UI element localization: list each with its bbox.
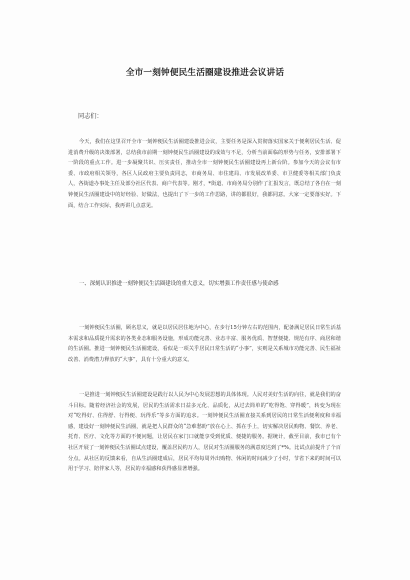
document-title: 全市一刻钟便民生活圈建设推进会议讲话 (125, 68, 285, 78)
paragraph-intro: 今天，我们在这里召开全市一刻钟便民生活圈建设推进会议，主要任务是深入贯彻落实国家关于便利居民生活、促进消费升级的决策部署，总结我市前期一刻钟便民生活圈建设的成效与不足，分析当前面临的形势与任务，安排部署下一阶段的重点工作。进一步凝聚共识、压实责任，推动全市一刻钟便民生活圈建设再上新台阶。参加今天的会议有市委、市政府相关领导，各区人民政府主要负责同志，市商务局、市住建局、市发展改革委、市卫健委等相关部门负责人，各街道办事处主任及部分社区代表、商户代表等。刚才，*街道、市商务局分别作了汇报发言，既总结了各自在一刻钟便民生活圈建设中的好经验、好做法，也提出了下一步的工作思路，讲的都很好，我都同意。大家一定要落实好。下面，结合工作实际，我再讲几点意见。 (68, 139, 341, 209)
section-heading: 一、深刻认识推进一刻钟便民生活圈建设的重大意义，切实增强工作责任感与使命感 (79, 281, 279, 287)
paragraph-definition: 一刻钟便民生活圈，顾名思义，就是以居民居住地为中心，在步行15分钟左右的范围内，配备满足居民日常生活基本需求和品质提升需求的各类业态和服务设施，形成功能完善、业态丰富、服务优质、智慧便捷、规范有序、商居和谐的生活圈。推进一刻钟便民生活圈建设，看似是一项关乎居民日常生活的“小事”，实则是关系城市功能完善、民生福祉改善、消费潜力释放的“大事”，具有十分重大的意义。 (68, 325, 341, 363)
paragraph-point-one: 一是推进一刻钟便民生活圈建设是践行以人民为中心发展思想的具体体现。人民对美好生活的向往，就是我们的奋斗目标。随着经济社会的发展，居民的生活需求日益多元化、品质化，从过去简单的“吃得饱、穿得暖”，转变为现在对“吃得好、住得舒、行得便、玩得乐”等多方面的追求。一刻钟便民生活圈直接关系到居民的日常生活便利度和幸福感，建设好一刻钟便民生活圈，就是把人民群众的“急难愁盼”放在心上、抓在手上，切实解决居民购物、餐饮、养老、托育、医疗、文化等方面的不便问题，让居民在家门口就能享受到优质、便捷的服务。据统计，截至目前，我市已有个社区开展了一刻钟便民生活圈试点建设，覆盖居民约万人，居民对生活圈服务的满意度达到了*%。比试点前提升了个百分点。从社区的反馈来看，自从生活圈建成后，居民平均每周外出购物、休闲的时间减少了小时，节省下来的时间可以用于学习、陪伴家人等，居民的幸福感和获得感显著增强。 (68, 392, 341, 473)
salutation: 同志们： (78, 113, 103, 120)
